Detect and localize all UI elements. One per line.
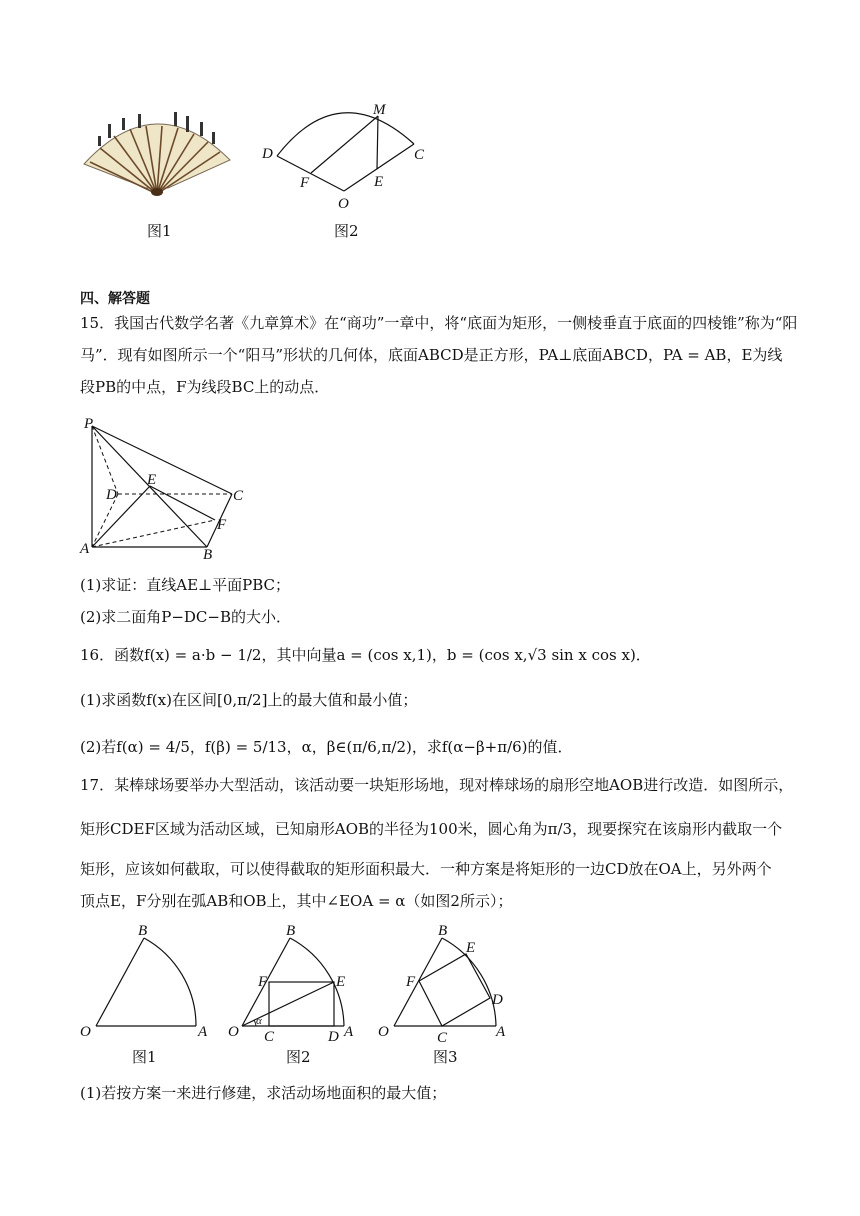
label-O: O <box>228 1024 239 1040</box>
label-C: C <box>264 1029 275 1042</box>
label-B: B <box>138 923 148 939</box>
q17-line3: 矩形，应该如何截取，可以使得截取的矩形面积最大．一种方案是将矩形的一边CD放在OA上，另外两个 <box>80 860 772 878</box>
q17-fig3-caption: 图3 <box>433 1048 458 1066</box>
label-B: B <box>203 547 213 562</box>
label-E: E <box>466 940 476 956</box>
q17-part1: (1)若按方案一来进行修建，求活动场地面积的最大值； <box>80 1084 447 1102</box>
q15-part1: (1)求证：直线AE⊥平面PBC； <box>80 576 291 594</box>
q16-part1: (1)求函数f(x)在区间[0,π/2]上的最大值和最小值； <box>80 691 418 709</box>
label-E: E <box>147 472 157 488</box>
label-D: D <box>106 487 117 503</box>
label-C: C <box>233 488 244 504</box>
folding-fan-figure <box>78 96 238 206</box>
label-E: E <box>374 174 384 190</box>
q15-line3: 段PB的中点，F为线段BC上的动点． <box>80 378 330 396</box>
sector-figure-1 <box>76 918 216 1042</box>
label-alpha: α <box>256 1015 262 1027</box>
label-B: B <box>438 923 448 939</box>
sector-figure-2 <box>228 918 368 1042</box>
label-A: A <box>80 541 90 557</box>
label-B: B <box>286 923 296 939</box>
q17-line4: 顶点E，F分别在弧AB和OB上，其中∠EOA = α（如图2所示）； <box>80 892 513 910</box>
label-F: F <box>258 974 268 990</box>
q15-line1: 15．我国古代数学名著《九章算术》在“商功”一章中，将“底面为矩形，一侧棱垂直于底面的四棱锥”称为“阳 <box>80 314 798 332</box>
label-D: D <box>492 992 503 1008</box>
label-A: A <box>344 1024 354 1040</box>
label-D: D <box>262 146 273 162</box>
label-D: D <box>328 1029 339 1042</box>
label-M: M <box>373 102 386 118</box>
label-C: C <box>414 147 425 163</box>
sector-figure-3 <box>376 918 516 1042</box>
label-P: P <box>84 416 94 432</box>
fig1-caption: 图1 <box>147 222 172 240</box>
label-A: A <box>198 1024 208 1040</box>
label-F: F <box>406 974 416 990</box>
q16-line1: 16．函数f(x) = a·b − 1/2，其中向量a = (cos x,1)，b = (cos x,√3 sin x cos x)． <box>80 646 651 664</box>
q17-line1: 17．某棒球场要举办大型活动，该活动要一块矩形场地，现对棒球场的扇形空地AOB进行改造．如图所示， <box>80 776 794 794</box>
q17-line2: 矩形CDEF区域为活动区域，已知扇形AOB的半径为100米，圆心角为π/3，现要探究在该扇形内截取一个 <box>80 820 783 838</box>
label-E: E <box>336 974 346 990</box>
sector-figure-2 <box>256 96 436 216</box>
section-heading: 四、解答题 <box>80 291 150 307</box>
label-F: F <box>217 517 227 533</box>
q16-part2: (2)若f(α) = 4/5，f(β) = 5/13，α，β∈(π/6,π/2)，求f(α−β+π/6)的值． <box>80 738 573 756</box>
label-F: F <box>300 175 310 191</box>
q15-part2: (2)求二面角P−DC−B的大小． <box>80 608 292 626</box>
label-O: O <box>378 1024 389 1040</box>
label-O: O <box>80 1024 91 1040</box>
pyramid-figure <box>78 412 258 562</box>
label-A: A <box>496 1024 506 1040</box>
fig2-caption: 图2 <box>334 222 359 240</box>
q17-fig2-caption: 图2 <box>286 1048 311 1066</box>
q17-fig1-caption: 图1 <box>132 1048 157 1066</box>
label-C: C <box>437 1030 448 1042</box>
q15-line2: 马”．现有如图所示一个“阳马”形状的几何体，底面ABCD是正方形，PA⊥底面ABCD，PA = AB，E为线 <box>80 346 783 364</box>
label-O: O <box>338 196 349 212</box>
